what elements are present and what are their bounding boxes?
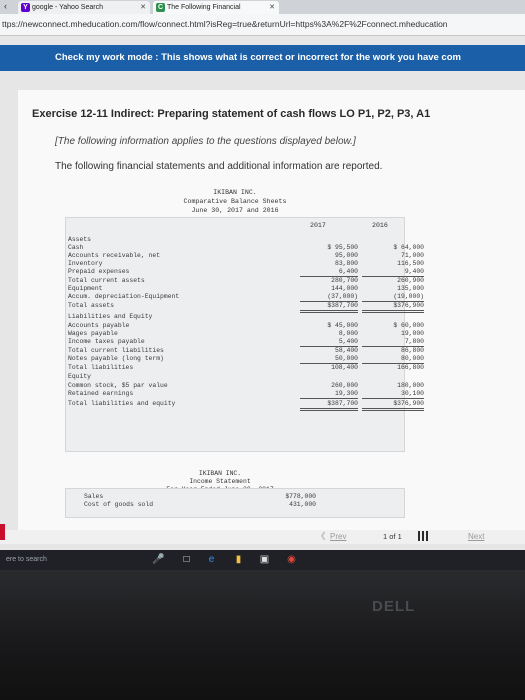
next-button[interactable]: Next (468, 532, 485, 541)
underline (300, 398, 358, 399)
taskbar-search[interactable]: ere to search (6, 556, 47, 563)
double-underline (362, 408, 424, 411)
task-view-icon[interactable]: □ (183, 554, 190, 565)
prev-arrow-icon[interactable]: ❮ (320, 531, 327, 540)
double-underline (300, 408, 358, 411)
exercise-title: Exercise 12-11 Indirect: Preparing statement of cash flows LO P1, P2, P3, A1 (32, 108, 431, 120)
browser-tab-bar (0, 0, 525, 14)
statement-title: Income Statement (189, 478, 251, 485)
monitor-bezel (0, 570, 525, 700)
screen: ‹ Y google - Yahoo Search ✕ C The Following Financial ✕ ttps://newconnect.mheducation.com/flow/connect.html?isReg=true&returnUrl=https%3A%2F%2Fconnect.mheducation Check my work mode : This shows what is correct or incorrect for the work you have com Exercise 12-11 Indirect: Preparing statement of cash flows LO P1, P2, P3, A1 [The following information applies to the questions displayed below.] The following financial statements and additional information are reported. IKIBAN INC. Comparative Balance Sheets June 30, 2017 and 2016 2017 2016 Assets Cash $ 95,500 $ 64,000 Accounts receivable, net 95,000 71,000 Inventory 83,800 116,500 Prepaid expenses 6,400 9,400 Total current assets 280,700 260,900 Equipment 144,000 135,000 Accum. depreciation-Equipment (37,000) (19,000) Total assets $387,700 $376,900 Liabilities and Equity Accounts payable $ 45,000 $ 60,000 Wages payable 8,000 19,000 Income taxes payable 5,400 7,800 Total current liabilities 58,400 86,800 Notes payable (long term) 50,000 80,000 Total liabilities 108,400 166,800 Equity Common stock, $5 par value 260,000 180,000 Retained earnings 19,300 30,100 Total liabilities and equity $387,700 $376,900 IKIBAN INC. Income Statement Sales $778,000 Cost of goods sold 431,000 ❮ Prev 1 of 1 Next ere to search 🎤 □ e ▮ ▣ ◉ DELL (0, 0, 525, 700)
prev-button[interactable]: Prev (330, 532, 347, 541)
grid-view-icon[interactable] (418, 531, 428, 541)
store-icon[interactable]: ▣ (259, 554, 270, 565)
pager-bar (0, 530, 525, 544)
exercise-intro: The following financial statements and additional information are reported. (55, 161, 383, 172)
company-name: IKIBAN INC. (213, 189, 257, 196)
exercise-note: [The following information applies to the questions displayed below.] (55, 136, 356, 147)
check-my-work-banner (0, 45, 525, 71)
close-tab-icon[interactable]: ✕ (140, 4, 146, 11)
column-header-2016: 2016 (372, 222, 388, 229)
tab-financial[interactable] (153, 1, 279, 14)
banner-text: Check my work mode : This shows what is correct or incorrect for the work you have com (55, 52, 461, 63)
balance-sheet-header (140, 188, 330, 215)
red-side-marker (0, 524, 5, 540)
file-explorer-icon[interactable]: ▮ (235, 554, 242, 565)
edge-icon[interactable]: e (208, 554, 215, 565)
statement-title: Comparative Balance Sheets (183, 198, 287, 205)
close-tab-icon[interactable]: ✕ (269, 4, 275, 11)
chrome-icon[interactable]: ◉ (287, 554, 296, 565)
tab-label: The Following Financial (167, 4, 241, 11)
underline (362, 398, 424, 399)
url-text[interactable]: ttps://newconnect.mheducation.com/flow/connect.html?isReg=true&returnUrl=https%3A%2F%2Fconnect.mheducation (2, 19, 448, 29)
tab-yahoo-search[interactable] (18, 1, 150, 14)
statement-date: June 30, 2017 and 2016 (191, 207, 279, 214)
tab-label: google - Yahoo Search (32, 4, 103, 11)
company-name: IKIBAN INC. (198, 470, 242, 477)
yahoo-icon: Y (21, 3, 30, 12)
page-indicator: 1 of 1 (383, 532, 402, 541)
back-arrow-icon[interactable]: ‹ (4, 1, 7, 11)
dell-logo: DELL (372, 598, 416, 615)
microphone-icon[interactable]: 🎤 (152, 554, 165, 565)
double-underline (300, 310, 358, 313)
address-bar[interactable] (0, 14, 525, 36)
double-underline (362, 310, 424, 313)
connect-icon: C (157, 4, 164, 11)
column-header-2017: 2017 (310, 222, 326, 229)
